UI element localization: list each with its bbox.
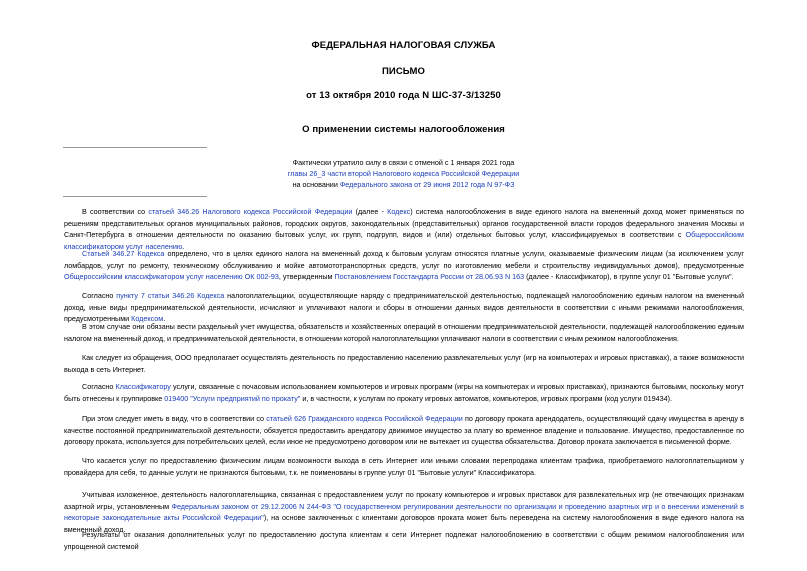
article-346-26-p7-link[interactable]: пункту 7 статьи 346.26 Кодекса bbox=[116, 291, 225, 300]
paragraph-3: Согласно пункту 7 статьи 346.26 Кодекса налогоплательщики, осуществляющие наряду с предпринимательской деятельностью, подлежащей налогообложению единым налогом на вмененный доход, иные виды предпринимательской деятельности, исчисляют и уплачивают налоги и сборы в отношении данных видов деятельности в соответствии с иными режимами налогообложения, предусмотренными Кодексом. bbox=[64, 291, 744, 323]
ok-002-93-link[interactable]: Общероссийским классификатором услуг населению ОК 002-93 bbox=[64, 272, 279, 281]
document-type: ПИСЬМО bbox=[381, 66, 425, 77]
civil-code-626-link[interactable]: статьей 626 Гражданского кодекса Российской Федерации bbox=[266, 414, 463, 423]
federal-law-97fz-link[interactable]: Федерального закона от 29 июня 2012 года N 97-ФЗ bbox=[339, 180, 515, 189]
rental-services-group-link[interactable]: 019400 "Услуги предприятий по прокату" bbox=[164, 393, 301, 403]
paragraph-5: Как следует из обращения, ООО предполагает осуществлять деятельность по предоставлению населению развлекательных услуг (игр на компьютерах и игровых приставках), а также возможности выхода в сеть Интернет. bbox=[64, 353, 744, 374]
status-note-line3: на основании Федерального закона от 29 июня 2012 года N 97-ФЗ bbox=[292, 180, 515, 189]
classifier-link[interactable]: Классификатору bbox=[115, 382, 171, 391]
gosstandart-resolution-link[interactable]: Постановлением Госстандарта России от 28.06.93 N 163 bbox=[334, 272, 525, 281]
paragraph-1: В соответствии со статьей 346.26 Налогового кодекса Российской Федерации (далее - Кодекс) система налогообложения в виде единого налога на вмененный доход может применяться по решениям представительных органов муниципальных районов, городских округов, законодательных (представительных) органов государственной власти городов федерального значения Москвы и Санкт-Петербурга в отношении деятельности по оказанию бытовых услуг, их групп, подгрупп, видов и (или) отдельных бытовых услуг, классифицируемых в соответствии с Общероссийским классификатором услуг населению. bbox=[64, 207, 744, 251]
code-link[interactable]: Кодекс bbox=[387, 207, 411, 216]
status-note-line1: Фактически утратило силу в связи с отменой с 1 января 2021 года bbox=[292, 158, 515, 167]
separator-rule bbox=[63, 196, 207, 197]
paragraph-6: Согласно Классификатору услуги, связанные с почасовым использованием компьютеров и игровых программ (игры на компьютерах и игровых приставках), признаются бытовыми, поскольку могут быть отнесены к группировке 019400 "Услуги предприятий по прокату" и, в частности, к услугам по прокату игровых автоматов, компьютеров, игровых программ (код услуги 019434). bbox=[64, 382, 744, 403]
tax-code-346-26-link[interactable]: статьей 346.26 Налогового кодекса Российской Федерации bbox=[148, 207, 353, 216]
separator-rule bbox=[63, 147, 207, 148]
paragraph-8: Что касается услуг по предоставлению физическим лицам возможности выхода в сеть Интернет или иными словами перепродажа клиентам трафика, приобретаемого налогоплательщиком у провайдера для себя, то данные услуги не признаются бытовыми, т.к. не поименованы в группе услуг 01 "Бытовые услуги" Классификатора. bbox=[64, 456, 744, 477]
code-link[interactable]: Кодексом bbox=[131, 314, 164, 323]
federal-law-244fz-link[interactable]: Федеральным законом от 29.12.2006 N 244-ФЗ "О государственном регулировании деятельности по организации и проведению азартных игр и о внесении изменений в некоторые законодательные акты Российской Федерации" bbox=[64, 501, 744, 522]
agency-title: ФЕДЕРАЛЬНАЯ НАЛОГОВАЯ СЛУЖБА bbox=[311, 40, 496, 51]
paragraph-4: В этом случае они обязаны вести раздельный учет имущества, обязательств и хозяйственных операций в отношении предпринимательской деятельности, подлежащей налогообложению единым налогом на вмененный доход, и предпринимательской деятельности, в отношении которой налогоплательщики уплачивают налоги в соответствии с иным режимом налогообложения. bbox=[64, 322, 744, 343]
document-subject: О применении системы налогообложения bbox=[302, 124, 505, 135]
paragraph-2: Статьей 346.27 Кодекса определено, что в целях единого налога на вмененный доход к бытовым услугам относятся платные услуги, оказываемые физическим лицам (за исключением услуг ломбардов, услуг по ремонту, техническому обслуживанию и мойке автомототранспортных средств, услуг по изготовлению мебели и строительству индивидуальных домов), предусмотренные Общероссийским классификатором услуг населению ОК 002-93, утвержденным Постановлением Госстандарта России от 28.06.93 N 163 (далее - Классификатор), в группе услуг 01 "Бытовые услуги". bbox=[64, 249, 744, 281]
document-date-number: от 13 октября 2010 года N ШС-37-3/13250 bbox=[306, 90, 501, 101]
services-classifier-link[interactable]: Общероссийским классификатором услуг населению bbox=[64, 230, 744, 251]
paragraph-7: При этом следует иметь в виду, что в соответствии со статьей 626 Гражданского кодекса Российской Федерации по договору проката арендодатель, осуществляющий сдачу имущества в аренду в качестве постоянной предпринимательской деятельности, обязуется предоставить арендатору движимое имущество за плату во временное владение и пользование. Имущество, предоставленное по договору проката, используется для потребительских целей, если иное не предусмотрено договором или не вытекает из существа обязательства. Договор проката заключается в письменной форме. bbox=[64, 414, 744, 446]
status-note-line2 bbox=[0, 168, 807, 179]
paragraph-9: Учитывая изложенное, деятельность налогоплательщика, связанная с предоставлением услуг по прокату компьютеров и игровых приставок для развлекательных игр (не отвечающих признакам азартной игры, установленным Федеральным законом от 29.12.2006 N 244-ФЗ "О государственном регулировании деятельности по организации и проведению азартных игр и о внесении изменений в некоторые законодательные акты Российской Федерации"), на основе заключенных с клиентами договоров проката может быть переведена на систему налогообложения в виде единого налога на вмененный доход. bbox=[64, 490, 744, 534]
paragraph-10: Результаты от оказания дополнительных услуг по предоставлению доступа клиентам к сети Интернет подлежат налогообложению в соответствии с общим режимом налогообложения или упрощенной системой bbox=[64, 530, 744, 551]
chapter-26-3-link[interactable]: главы 26_3 части второй Налогового кодекса Российской Федерации bbox=[287, 169, 520, 178]
article-346-27-link[interactable]: Статьей 346.27 Кодекса bbox=[82, 249, 165, 258]
